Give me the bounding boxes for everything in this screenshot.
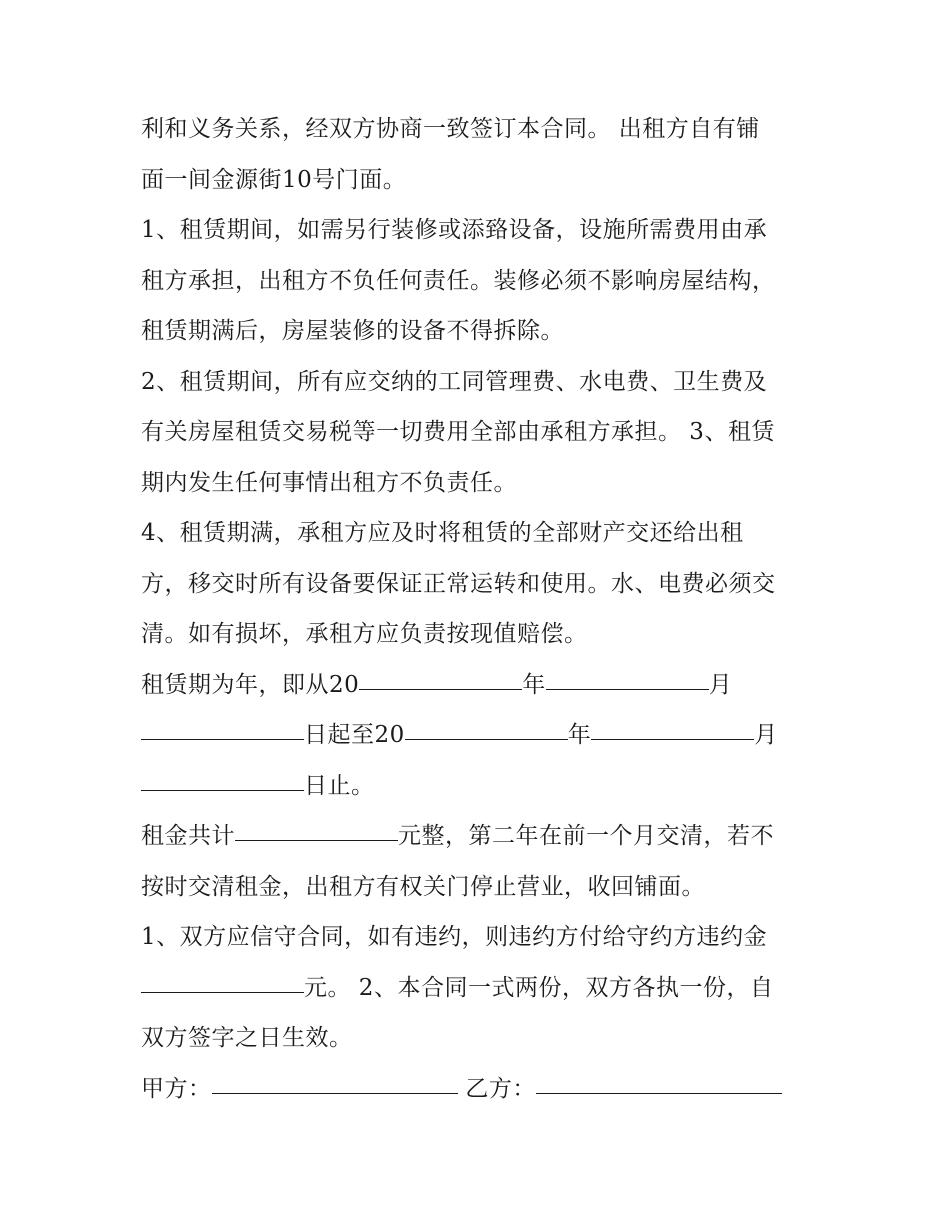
lease-term-line-2 [141,710,821,761]
text-line: 1、双方应信守合同，如有违约，则违约方付给守约方违约金 [141,924,768,950]
lease-term-line-3 [141,761,821,812]
penalty-amount-blank[interactable] [141,969,304,993]
text-line: 按时交清租金，出租方有权关门停止营业，收回铺面。 [141,873,705,900]
lease-term-line-1 [141,660,821,711]
text-line: 租方承担，出租方不负任何责任。装修必须不影响房屋结构， [141,267,776,294]
month-label: 月 [708,671,733,698]
text-line: 双方签字之日生效。 [141,1025,353,1051]
text-line: 清。如有损坏，承租方应负责按现值赔偿。 [141,621,588,647]
text-line: 4、租赁期满，承租方应及时将租赁的全部财产交还给出租 [141,520,744,546]
text-line: 有关房屋租赁交易税等一切费用全部由承租方承担。 3、租赁 [141,419,775,445]
contract-body [141,104,821,1114]
party-a-label: 甲方： [141,1075,212,1102]
signature-line [141,1064,821,1115]
rent-amount-blank[interactable] [235,817,398,841]
party-b-label: 乙方： [465,1075,536,1102]
party-b-signature-blank[interactable] [536,1070,782,1094]
start-year-blank[interactable] [359,666,522,690]
end-year-blank[interactable] [405,716,568,740]
end-label: 日止。 [304,772,375,799]
to-month-label: 月 [754,722,778,748]
text-line: 期内发生任何事情出租方不负责任。 [141,469,517,496]
text-line: 1、租赁期间，如需另行装修或添臵设备，设施所需费用由承 [141,217,768,243]
rent-suffix: 元整，第二年在前一个月交清，若不 [398,823,774,849]
text-line: 方，移交时所有设备要保证正常运转和使用。水、电费必须交 [141,570,776,597]
rent-prefix: 租金共计 [141,823,235,849]
text-line: 租赁期满后，房屋装修的设备不得拆除。 [141,318,564,344]
year-label: 年 [522,671,546,698]
end-day-blank[interactable] [141,767,304,791]
breach-suffix: 元。 2、本合同一式两份，双方各执一份，自 [304,974,774,1001]
text-line: 利和义务关系，经双方协商一致签订本合同。 出租方自有铺 [141,116,760,142]
lease-term-prefix: 租赁期为年，即从20 [141,671,360,698]
from-day-label: 日起至20 [304,722,405,748]
start-month-blank[interactable] [546,666,709,690]
text-line: 2、租赁期间，所有应交纳的工同管理费、水电费、卫生费及 [141,368,768,395]
end-month-blank[interactable] [591,716,754,740]
party-a-signature-blank[interactable] [212,1070,458,1094]
text-line: 面一间金源街10号门面。 [141,166,407,193]
rent-line-1 [141,811,821,862]
breach-line-2 [141,963,821,1014]
to-year-label: 年 [567,722,592,748]
start-day-blank[interactable] [141,716,304,740]
